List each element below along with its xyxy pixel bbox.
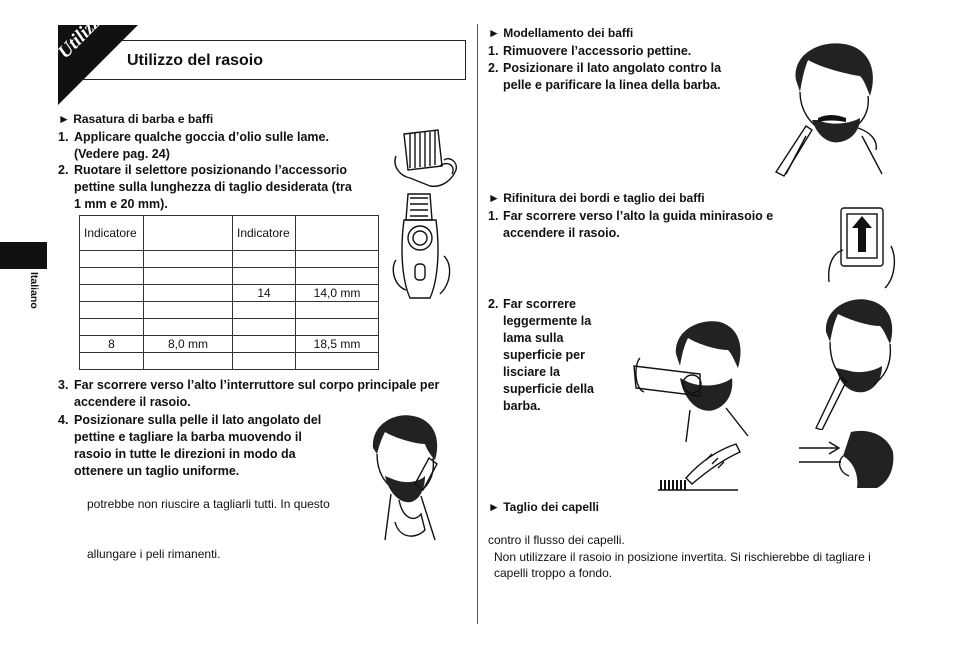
table-cell <box>80 302 144 319</box>
m-step2-line: Posizionare il lato angolato contro la <box>503 61 722 75</box>
e-step2-line: lama sulla <box>503 331 564 345</box>
step2-text <box>74 162 352 213</box>
table-cell <box>144 268 233 285</box>
m-step2-number: 2. <box>488 61 499 75</box>
e-step1-text <box>503 208 773 242</box>
table-cell <box>80 319 144 336</box>
e-step2-line: Far scorrere <box>503 297 576 311</box>
e-step2-text <box>503 296 594 415</box>
table-cell: 14,0 mm <box>296 285 379 302</box>
step4-line: ottenere un taglio uniforme. <box>74 464 240 478</box>
note-text: allungare i peli rimanenti. <box>87 547 221 561</box>
column-divider <box>477 24 478 624</box>
step2-line: 1 mm e 20 mm). <box>74 197 168 211</box>
table-cell <box>233 268 296 285</box>
e-step2-line: leggermente la <box>503 314 592 328</box>
table-cell <box>144 302 233 319</box>
step1-line: (Vedere pag. 24) <box>74 147 170 161</box>
table-cell <box>144 319 233 336</box>
table-cell <box>144 285 233 302</box>
table-cell <box>296 251 379 268</box>
table-cell: 8,0 mm <box>144 336 233 353</box>
table-header-row <box>80 216 379 251</box>
step4-line: pettine e tagliare la barba muovendo il <box>74 430 302 444</box>
table-cell: 8 <box>80 336 144 353</box>
mini-trimmer-slide-illustration <box>825 202 897 290</box>
note-text: potrebbe non riuscire a tagliarli tutti. In questo <box>87 497 330 511</box>
table-cell <box>233 302 296 319</box>
cut-length-table <box>79 215 379 370</box>
hair-heading: ► Taglio dei capelli <box>488 500 600 514</box>
language-tab <box>0 242 47 269</box>
e-step1-line: accendere il rasoio. <box>503 226 620 240</box>
table-header-cell <box>144 216 233 251</box>
table-cell: 14 <box>233 285 296 302</box>
step4-line: Posizionare sulla pelle il lato angolato del <box>74 413 322 427</box>
table-cell <box>233 353 296 370</box>
m-step2-text <box>503 60 721 94</box>
table-cell <box>233 251 296 268</box>
step2-number: 2. <box>58 163 69 177</box>
table-cell <box>80 268 144 285</box>
language-label: Italiano <box>28 272 40 309</box>
step1-number: 1. <box>58 130 69 144</box>
table-cell <box>80 285 144 302</box>
step3-line: Far scorrere verso l’alto l’interruttore sul corpo principale per <box>74 378 440 392</box>
trimmer-dial-illustration <box>388 190 460 302</box>
hair-note: contro il flusso dei capelli. <box>488 533 625 547</box>
table-cell <box>296 268 379 285</box>
man-shaping-mustache-illustration <box>766 40 896 180</box>
section-title: Utilizzo del rasoio <box>127 52 264 69</box>
table-row <box>80 251 379 268</box>
table-cell <box>233 336 296 353</box>
hair-warning-line: capelli troppo a fondo. <box>494 566 613 580</box>
e-step2-line: superficie della <box>503 382 595 396</box>
step2-line: Ruotare il selettore posizionando l’accessorio <box>74 163 347 177</box>
man-trimming-beard-illustration <box>355 410 455 550</box>
step2-line: pettine sulla lunghezza di taglio desiderata (tra <box>74 180 352 194</box>
man-profile-with-arrow-illustration <box>797 428 897 490</box>
table-row <box>80 268 379 285</box>
table-row <box>80 285 379 302</box>
step4-text <box>74 412 321 480</box>
hair-warning-line: Non utilizzare il rasoio in posizione invertita. Si rischierebbe di tagliare i <box>494 550 871 564</box>
table-header-cell: Indicatore <box>80 216 144 251</box>
e-step1-line: Far scorrere verso l’alto la guida minirasoio e <box>503 209 774 223</box>
table-cell <box>296 353 379 370</box>
table-cell <box>80 353 144 370</box>
step3-line: accendere il rasoio. <box>74 395 191 409</box>
table-cell <box>144 353 233 370</box>
comb-attachment-illustration <box>390 126 462 192</box>
table-cell <box>80 251 144 268</box>
e-step2-number: 2. <box>488 297 499 311</box>
step1-text <box>74 129 329 163</box>
step4-number: 4. <box>58 413 69 427</box>
step4-line: rasoio in tutte le direzioni in modo da <box>74 447 296 461</box>
m-step2-line: pelle e parificare la linea della barba. <box>503 78 721 92</box>
edge-heading: ► Rifinitura dei bordi e taglio dei baffi <box>488 191 705 205</box>
e-step2-line: superficie per <box>503 348 585 362</box>
table-cell <box>144 251 233 268</box>
man-trimming-sideburn-illustration <box>806 296 898 430</box>
beard-heading: ► Rasatura di barba e baffi <box>58 112 214 126</box>
table-cell <box>296 302 379 319</box>
table-header-cell: Indicatore <box>233 216 296 251</box>
table-cell: 18,5 mm <box>296 336 379 353</box>
e-step2-line: barba. <box>503 399 541 413</box>
e-step2-line: lisciare la <box>503 365 560 379</box>
e-step1-number: 1. <box>488 209 499 223</box>
m-step1-number: 1. <box>488 44 499 58</box>
table-cell <box>296 319 379 336</box>
table-cell <box>233 319 296 336</box>
table-row <box>80 319 379 336</box>
table-row <box>80 353 379 370</box>
man-smoothing-beard-illustration <box>630 318 750 446</box>
table-header-cell <box>296 216 379 251</box>
table-row <box>80 336 379 353</box>
m-step1-text: Rimuovere l’accessorio pettine. <box>503 44 692 58</box>
mustache-heading: ► Modellamento dei baffi <box>488 26 634 40</box>
trimmer-blade-closeup-illustration <box>656 430 742 492</box>
step3-number: 3. <box>58 378 69 392</box>
hair-warning <box>494 549 871 581</box>
step1-line: Applicare qualche goccia d’olio sulle lame. <box>74 130 329 144</box>
section-tab-label: Utilizzo <box>54 6 111 63</box>
step3-text <box>74 377 439 411</box>
table-row <box>80 302 379 319</box>
